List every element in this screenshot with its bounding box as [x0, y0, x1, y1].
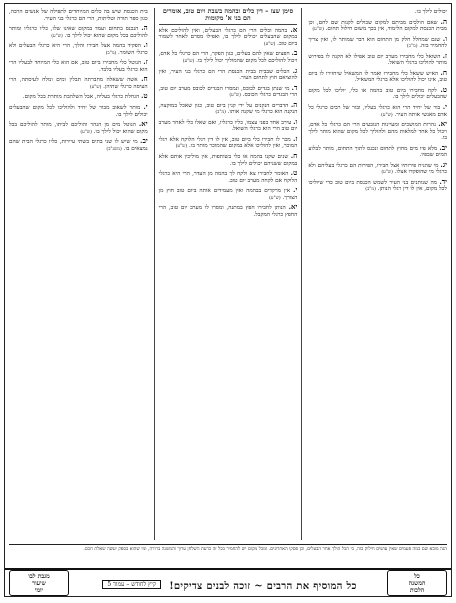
paragraph-number: יא.: [438, 119, 447, 129]
paragraph-text: הדברים הנקנים על ידי קנין ביום טוב, כגון שאכל במוקצה, הנקנה הוא כרגלי מי שקנה אותו.: [158, 102, 298, 116]
source-reference: (משנ"ב): [106, 146, 122, 152]
paragraph-text: הכלים שבבית בבית הכנסת הרי הם כרגלי בני העיר, ואין להוציאם חוץ לתחום העיר.: [158, 68, 298, 82]
source-reference: (ש"ע): [51, 33, 63, 39]
paragraph-number: ו.: [293, 116, 298, 126]
source-reference: (ש"ע): [229, 93, 241, 99]
halakha-paragraph: [9, 59, 148, 74]
paragraph-number: ה.: [440, 16, 447, 26]
paragraph-text: לקח מחבירו ביום טוב בהמה או כלי, יוליכו לכל מקום שהבעלים יכולים לילך בו.: [308, 87, 447, 101]
halakha-paragraph: [308, 121, 447, 143]
paragraph-text: יכולים לילך בו.: [414, 9, 447, 15]
source-reference: (ש"ע): [175, 144, 188, 150]
halakha-paragraph: [9, 93, 148, 102]
halakha-paragraph: [159, 153, 298, 168]
footer-center: [69, 574, 387, 593]
column-middle: [154, 8, 303, 540]
halakha-paragraph: [9, 104, 148, 119]
halakha-paragraph: [308, 176, 447, 194]
paragraph-number: י.: [293, 185, 298, 195]
text-columns: [9, 8, 447, 540]
paragraph-text: הנוטל מים מן הנהר והוליכם לביתו, מותר להוליכם בכל מקום שהוא יכול לילך בו.: [8, 122, 148, 135]
paragraph-text: אין מרקדים בבהמה ואין מעמידים אותה ביום טוב חוץ מן הצורך.: [158, 188, 298, 201]
source-reference: (מ"ב): [365, 187, 376, 193]
paragraph-text: חפצים שאין להם בעלים, כגון הפקר, הרי הם כרגלי כל אדם, ויכול להוליכם לכל מקום שהמוליך יכול לילך בו.: [158, 51, 298, 64]
paragraph-text: מכר לו חבירו כלי ביום טוב, אין לו דין רגלי הלוקח אלא רגלי המוכר, ואין להוליכו אלא במקום שהמוכר מותר בו.: [158, 136, 298, 150]
halakha-paragraph: [9, 138, 148, 153]
paragraph-text: מה שנותנים בני העיר לשמש הכנסת ביום טוב כדי שיוליכו לכל מקום, אין לו דין רגלי הנותן.: [308, 179, 447, 193]
source-reference: (ש"ע): [381, 170, 393, 176]
paragraph-text: הנותן לחבירו חפץ במתנה, ומסרו לו מערב יום טוב, הרי החפץ כרגלי המקבל.: [158, 205, 298, 218]
halakha-paragraph: [158, 24, 298, 49]
paragraph-text: מי שנתן בגדים לכובס, ונמסרו הבגדים לכובס מערב יום טוב, הרי הבגדים כרגלי הכובס.: [158, 85, 298, 99]
paragraph-text: אשה ששאלה מחברתה תבלין ומים ומלח לעיסתה, הרי העיסה כרגלי שתיהן.: [8, 77, 148, 90]
paragraph-text: עירב אחד בפני עצמו, כליו כרגליו, ואם שאלו כלי לאחר מערב יום טוב הרי הוא כרגלי השואל.: [158, 119, 298, 133]
halakha-paragraph: [308, 50, 447, 68]
right-emblem: [387, 570, 447, 596]
paragraph-number: ד.: [291, 82, 298, 92]
paragraph-text: מי שיש לו שני בתים בשתי עיירות, כליו כרגלי הבית שהם נמצאים בו.: [8, 139, 148, 152]
paragraph-text: מותר לשאוב מבור של יחיד ולהוליכו לכל מקום שהבעלים יכולים לילך בו.: [8, 105, 148, 118]
logo-line: שיעור: [32, 579, 46, 587]
paragraph-number: ט.: [440, 84, 447, 94]
paragraph-number: ז.: [442, 50, 447, 60]
paragraph-text: בור של יחיד הרי הוא כרגלי בעליו, ובור של רבים כרגלי כל אדם מאנשי אותה העיר.: [308, 105, 447, 118]
source-reference: (מ"ב): [215, 110, 226, 116]
paragraph-number: ו.: [143, 40, 148, 50]
halakha-paragraph: [159, 50, 298, 65]
halakha-paragraph: [159, 170, 298, 185]
source-reference: (ש"ע): [381, 112, 393, 118]
halakha-paragraph: [308, 159, 447, 177]
paragraph-number: ט.: [140, 91, 148, 101]
paragraph-number: א.: [290, 24, 298, 34]
column-right: [308, 8, 447, 540]
publisher-logo: [9, 570, 69, 596]
paragraph-number: ח.: [141, 74, 148, 84]
paragraph-number: יא.: [138, 119, 148, 129]
paragraph-number: ג.: [292, 65, 298, 75]
source-reference: (ש"ע): [80, 129, 92, 135]
emblem-line: כל: [414, 572, 420, 580]
paragraph-text: מי שהניח פירותיו אצל חבירו, הפירות הם כרגלי בעליהם ולא כרגלי מי שהופקדו אצלו.: [308, 162, 447, 176]
footer-slogan: כל המוסיף את הרבים ~ זוכה לבנים צדיקים!: [169, 580, 357, 592]
paragraph-text: בהמה וכלים הרי הם כרגלי הבעלים, ואין להוליכם אלא במקום שהבעלים יכולים לילך בו, ואפילו מסרם לאחר לשמור ביום טוב.: [158, 27, 298, 47]
emblem-line: המשנה: [408, 579, 426, 587]
halakha-paragraph: [308, 33, 447, 51]
logo-line: מגבת לבו: [28, 572, 50, 580]
halakha-paragraph: [308, 67, 447, 85]
halakha-paragraph: [9, 42, 148, 57]
paragraph-text: שגם שמחלל חלק מן התחום הוא דבר שמותר לו, ואין צריך להחמיר בזה.: [308, 36, 447, 50]
paragraph-text: הגחלת כרגלי בעליה, אבל השלהבת מותרת בכל מקום.: [22, 94, 140, 101]
paragraph-text: הפקיד בהמה אצל חבירו והלך, הרי היא כרגלי הבעלים ולא כרגלי השומר.: [8, 43, 148, 56]
section-title: סימן שצז – דין כלים ובהמה בשבת ויום טוב, אומרים הם בני א' מקומות: [159, 8, 298, 25]
bottom-note: הגה מובא שם כמה פעמים שאין עושים חילוק בזה, כי הכל הולך אחר הבעלים, וכן פסקו האחרונים. ומכל מקום יש להחמיר בכל זה כדעת השלחן ערוך והמשנה ברורה, ומי שהוא בספק יעשה שאלת חכם.: [9, 544, 447, 569]
source-reference: (ש"ע): [312, 27, 324, 33]
paragraph-number: ו.: [442, 33, 447, 43]
source-reference: (ש"ע): [269, 195, 281, 201]
column-left: [9, 8, 148, 540]
paragraph-text: הנכנס בתחום ועמד במקום שאינו שלו, כליו כרגליו ומותר להוליכם בכל מקום שהוא יכול לילך בו.: [8, 26, 148, 39]
paragraph-number: יד.: [439, 176, 447, 186]
halakha-paragraph: [9, 76, 148, 91]
footer-bar: [5, 568, 451, 596]
paragraph-number: ז.: [143, 57, 148, 67]
source-reference: (ש"ע): [182, 59, 195, 64]
halakha-paragraph: [308, 16, 447, 34]
source-reference: (ש"ע): [89, 84, 102, 90]
paragraph-number: ה.: [141, 23, 148, 33]
paragraph-number: יב.: [140, 136, 148, 146]
paragraph-text: הנוטל כלי מחבירו ביום טוב, אם הוא כלי המיוחד לבעליו הרי הוא כרגלי בעליו בלבד.: [8, 60, 148, 73]
halakha-paragraph: [308, 84, 447, 102]
paragraph-text: שנים שקנו בהמה או כלי בשותפות, אין מוליכין אותם אלא במקום ששניהם יכולים לילך בו.: [158, 154, 298, 167]
paragraph-text: שאם הולכים מביתם למקום שכולים לקנות שם לחם, וכן מבית הכנסת למקום הלימוד, אין בכך משום חילול תחום.: [308, 19, 447, 33]
paragraph-text: מלא פיו מים מחוץ לתחום ונכנס לתוך התחום, מותר לבלוע המים שבפיו.: [308, 145, 447, 159]
paragraph-text: האיש ששאל כלי מחבירו ואמר לו המשאיל שיחזירו לו ביום טוב, אינו יכול להוליכו אלא ברגלי המשאיל.: [308, 70, 447, 84]
halakha-paragraph: [159, 187, 298, 202]
source-reference: (ש"ע): [263, 41, 276, 47]
page-info-badge: קיץ לחודש – עמוד 5: [102, 580, 161, 589]
paragraph-number: ב.: [291, 48, 298, 58]
halakha-paragraph: [9, 25, 148, 40]
halakha-paragraph: [158, 133, 298, 151]
paragraph-number: ח.: [290, 151, 298, 161]
emblem-line: הלכות: [409, 586, 425, 594]
paragraph-number: י.: [143, 102, 148, 112]
halakha-paragraph: [9, 8, 148, 23]
halakha-paragraph: [158, 116, 298, 134]
paragraph-number: י.: [442, 102, 447, 112]
paragraph-text: השואל כלי מחבירו מערב יום טוב אפילו לא הקנה לו בפירוש מותר להוליכו ברגלי השואל.: [308, 53, 447, 67]
paragraph-number: יב.: [439, 142, 447, 152]
paragraph-number: ז.: [292, 133, 298, 143]
halakha-paragraph: [308, 8, 447, 17]
paragraph-number: יג.: [440, 159, 447, 169]
halakha-paragraph: [9, 121, 148, 136]
halakha-paragraph: [308, 104, 447, 119]
halakha-paragraph: [308, 142, 447, 160]
paragraph-text: נהרות המושכים ומעיינות הנובעים הרי הם כרגלי כל אדם, ויכול כל אחד למלאות מהם ולהוליך לכל מקום שהוא מותר לילך בו.: [308, 122, 447, 142]
paragraph-number: ה.: [290, 99, 298, 109]
halakha-paragraph: [159, 204, 298, 219]
paragraph-text: האומר לחבירו צא ולקח לך בהמה מן העדר, הרי היא כרגלי הלוקח אם לקחה מערב יום טוב.: [158, 171, 298, 184]
source-reference: (מ"ב): [406, 44, 418, 50]
halakha-paragraph: [158, 99, 298, 117]
document-page: [4, 3, 452, 597]
logo-line: יומי: [34, 586, 44, 594]
paragraph-number: ט.: [290, 168, 298, 178]
paragraph-text: בית הכנסת שיש בה כלים המיוחדים לתפילה של אנשים הרבה, כגון ספר תורה וטליתות, הרי הם כרגלי בני העיר.: [8, 9, 148, 22]
halakha-paragraph: [158, 82, 298, 100]
paragraph-number: ח.: [440, 67, 447, 77]
halakha-paragraph: [158, 65, 298, 83]
paragraph-number: יא.: [288, 202, 298, 212]
source-reference: (מ"ב): [105, 50, 117, 56]
